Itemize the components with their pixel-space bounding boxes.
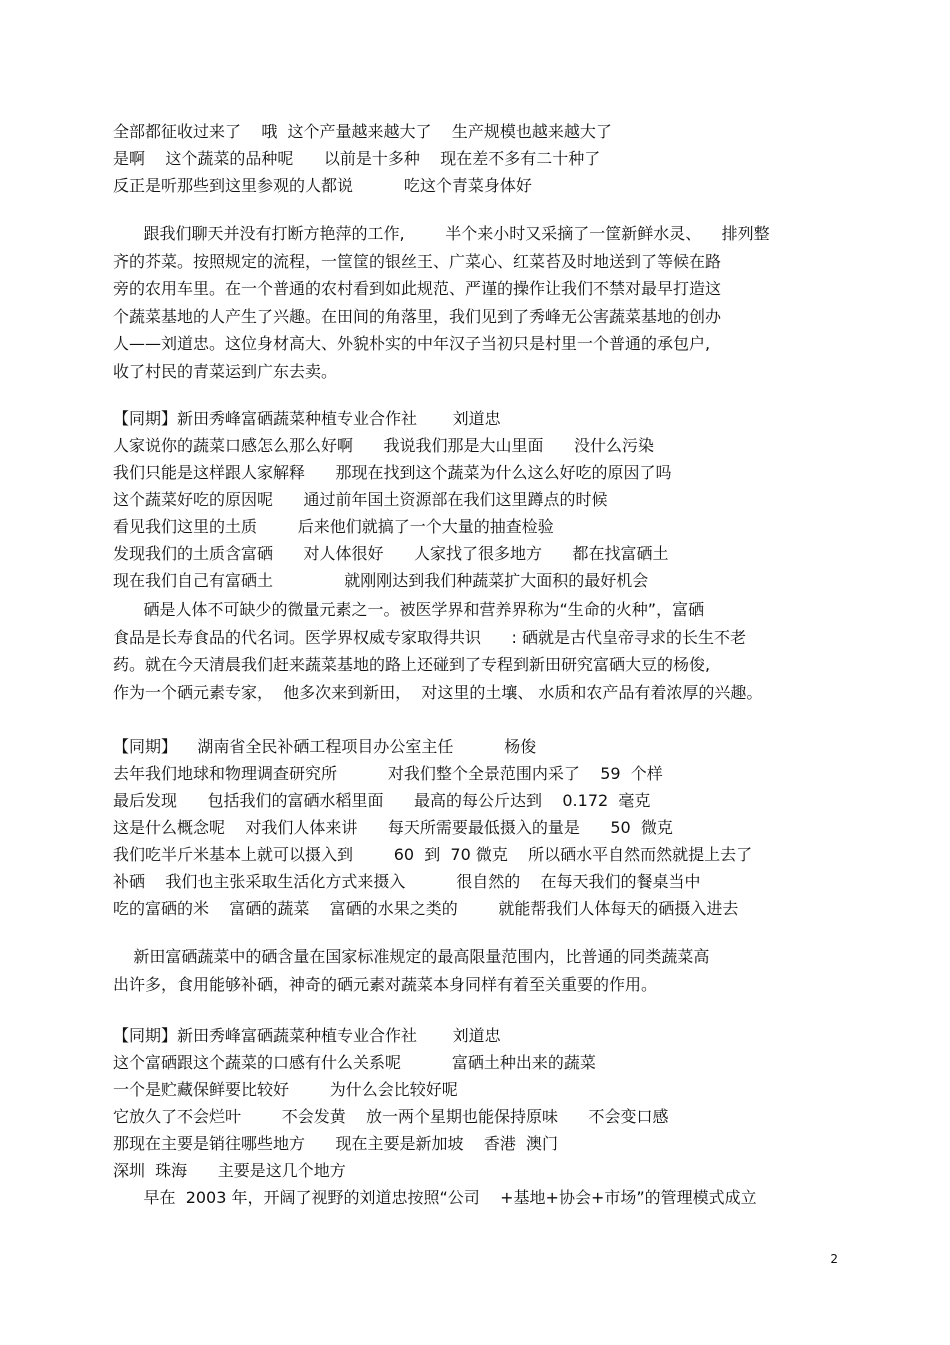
- text-line: 一个是贮藏保鲜要比较好 为什么会比较好呢: [113, 1080, 458, 1099]
- text-line: 全部都征收过来了 哦 这个产量越来越大了 生产规模也越来越大了: [113, 122, 612, 141]
- text-line: 药。就在今天清晨我们赶来蔬菜基地的路上还碰到了专程到新田研究富硒大豆的杨俊,: [113, 655, 711, 674]
- text-line: 补硒 我们也主张采取生活化方式来摄入 很自然的 在每天我们的餐桌当中: [113, 872, 701, 891]
- text-line: 跟我们聊天并没有打断方艳萍的工作, 半个来小时又采摘了一筐新鲜水灵、 排列整: [113, 224, 770, 243]
- text-line: 最后发现 包括我们的富硒水稻里面 最高的每公斤达到 0.172 毫克: [113, 791, 651, 810]
- text-line: 出许多，食用能够补硒，神奇的硒元素对蔬菜本身同样有着至关重要的作用。: [113, 974, 658, 994]
- text-line: 去年我们地球和物理调查研究所 对我们整个全景范围内采了 59 个样: [113, 764, 663, 783]
- text-line: 我们只能是这样跟人家解释 那现在找到这个蔬菜为什么这么好吃的原因了吗: [113, 463, 672, 482]
- text-line: 旁的农用车里。在一个普通的农村看到如此规范、严谨的操作让我们不禁对最早打造这: [113, 279, 722, 298]
- text-line: 这个蔬菜好吃的原因呢 通过前年国土资源部在我们这里蹲点的时候: [113, 490, 608, 509]
- text-line: 看见我们这里的土质 后来他们就搞了一个大量的抽查检验: [113, 517, 554, 536]
- text-line: 这个富硒跟这个蔬菜的口感有什么关系呢 富硒土种出来的蔬菜: [113, 1053, 596, 1072]
- text-line: 【同期】 湖南省全民补硒工程项目办公室主任 杨俊: [113, 737, 537, 756]
- dialogue-block-1: [113, 118, 843, 199]
- paragraph-block-1: [113, 220, 843, 385]
- text-line: 它放久了不会烂叶 不会发黄 放一两个星期也能保持原味 不会变口感: [113, 1107, 669, 1126]
- text-line: 这是什么概念呢 对我们人体来讲 每天所需要最低摄入的量是 50 微克: [113, 818, 673, 837]
- text-line: 是啊 这个蔬菜的品种呢 以前是十多种 现在差不多有二十种了: [113, 149, 601, 168]
- paragraph-block-2: [113, 596, 843, 706]
- text-line: 作为一个硒元素专家， 他多次来到新田， 对这里的土壤、 水质和农产品有着浓厚的兴趣。: [113, 682, 763, 702]
- text-line: 早在 2003 年，开阔了视野的刘道忠按照“公司 +基地+协会+市场”的管理模式成立: [113, 1188, 757, 1207]
- text-line: 人家说你的蔬菜口感怎么那么好啊 我说我们那是大山里面 没什么污染: [113, 436, 655, 455]
- text-line: 我们吃半斤米基本上就可以摄入到 60 到 70 微克 所以硒水平自然而然就提上去了: [113, 845, 753, 864]
- text-line: 现在我们自己有富硒土 就刚刚达到我们种蔬菜扩大面积的最好机会: [113, 571, 649, 590]
- paragraph-block-3: [113, 943, 843, 998]
- text-line: 【同期】新田秀峰富硒蔬菜种植专业合作社 刘道忠: [113, 1026, 501, 1045]
- dialogue-block-3: [113, 733, 843, 922]
- text-line: 食品是长寿食品的代名词。医学界权威专家取得共识 : 硒就是古代皇帝寻求的长生不老: [113, 627, 746, 647]
- dialogue-block-2: [113, 405, 843, 594]
- text-line: 齐的芥菜。按照规定的流程，一筐筐的银丝王、广菜心、红菜苔及时地送到了等候在路: [113, 251, 722, 271]
- text-line: 人——刘道忠。这位身材高大、外貌朴实的中年汉子当初只是村里一个普通的承包户,: [113, 334, 711, 353]
- text-line: 那现在主要是销往哪些地方 现在主要是新加坡 香港 澳门: [113, 1134, 559, 1153]
- page-number: 2: [830, 1252, 838, 1266]
- text-line: 吃的富硒的米 富硒的蔬菜 富硒的水果之类的 就能帮我们人体每天的硒摄入进去: [113, 899, 739, 918]
- text-line: 深圳 珠海 主要是这几个地方: [113, 1161, 346, 1180]
- text-line: 收了村民的青菜运到广东去卖。: [113, 361, 338, 381]
- text-line: 个蔬菜基地的人产生了兴趣。在田间的角落里，我们见到了秀峰无公害蔬菜基地的创办: [113, 306, 722, 326]
- text-line: 反正是听那些到这里参观的人都说 吃这个青菜身体好: [113, 176, 532, 195]
- text-line: 硒是人体不可缺少的微量元素之一。被医学界和营养界称为“生命的火种”，富硒: [113, 600, 705, 619]
- dialogue-block-4: [113, 1022, 843, 1211]
- text-line: 【同期】新田秀峰富硒蔬菜种植专业合作社 刘道忠: [113, 409, 501, 428]
- text-line: 新田富硒蔬菜中的硒含量在国家标准规定的最高限量范围内，比普通的同类蔬菜高: [113, 947, 710, 966]
- text-line: 发现我们的土质含富硒 对人体很好 人家找了很多地方 都在找富硒土: [113, 544, 669, 563]
